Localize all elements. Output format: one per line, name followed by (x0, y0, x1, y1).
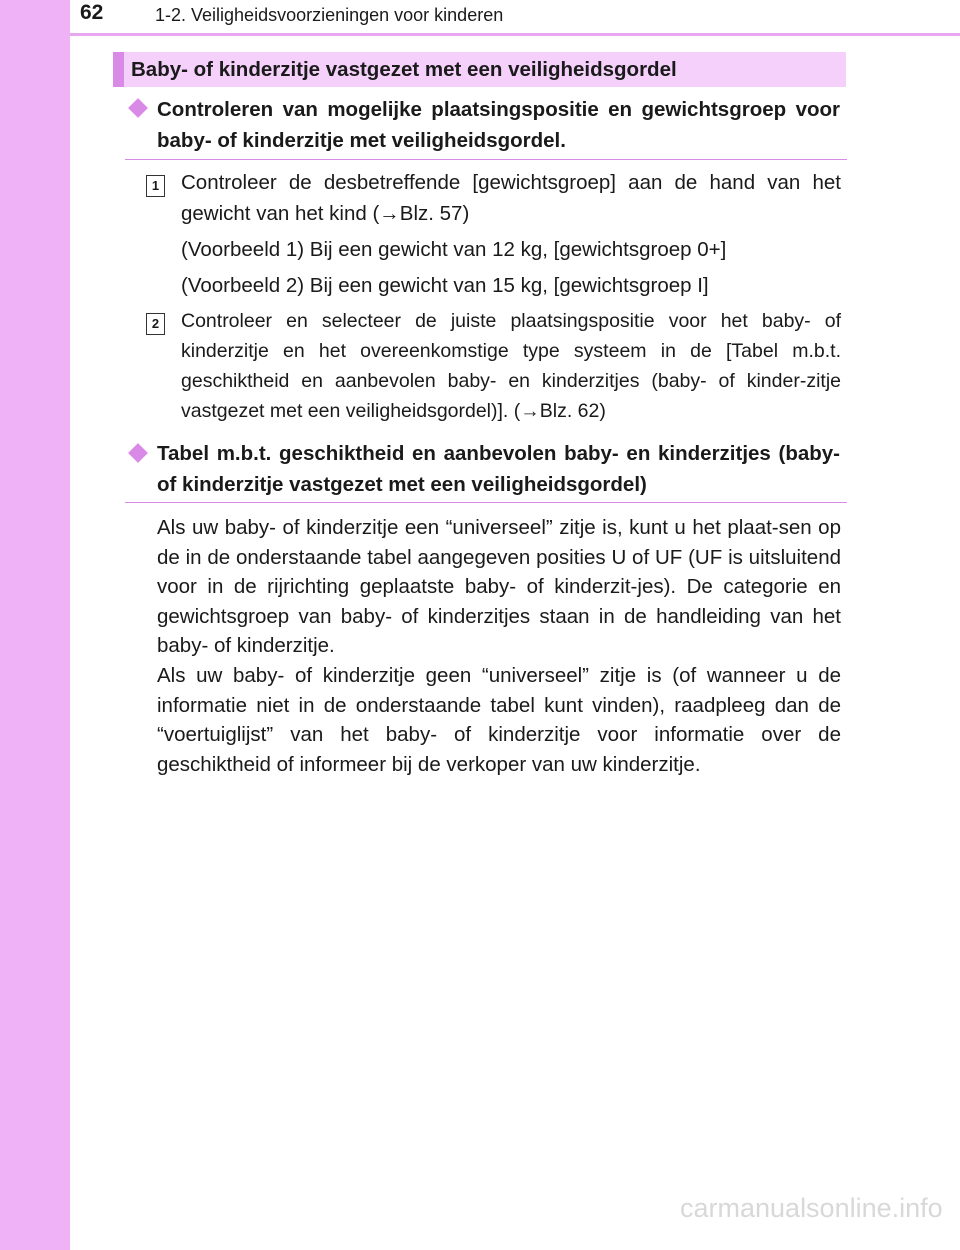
example-line: (Voorbeeld 2) Bij een gewicht van 15 kg, [gewichtsgroep I] (181, 274, 709, 297)
step-text: Controleer en selecteer de juiste plaatsingspositie voor het baby- of kinderzitje en het overeenkomstige type systeem in de [Tabel m.b.t. geschiktheid en aanbevolen baby- en kinderzitjes (baby- of kinder-zitje vastgezet met een veiligheidsgordel)]. (→Blz. 62) (181, 310, 841, 422)
subsection-divider (125, 159, 847, 160)
section-title: Baby- of kinderzitje vastgezet met een veiligheidsgordel (113, 52, 846, 87)
diamond-bullet-icon (128, 443, 148, 463)
paragraph: Als uw baby- of kinderzitje een “universeel” zitje is, kunt u het plaat-sen op de in de onderstaande tabel aangegeven posities U of UF (UF is uitsluitend voor in de rijrichting geplaatste baby- of kinderzit-jes). De categorie en gewichtsgroep van baby- of kinderzitjes staan in de handleiding van het baby- of kinderzitje. (157, 516, 841, 658)
step-text: Controleer de desbetreffende [gewichtsgroep] aan de hand van het gewicht van het kind (→Blz. 57) (181, 171, 841, 225)
header-divider (70, 33, 960, 36)
example-line: (Voorbeeld 1) Bij een gewicht van 12 kg, [gewichtsgroep 0+] (181, 238, 727, 261)
subsection-divider (125, 502, 847, 503)
page-number: 62 (80, 1, 104, 24)
watermark: carmanualsonline.info (680, 1193, 943, 1223)
subsection-heading: Tabel m.b.t. geschiktheid en aanbevolen baby- en kinderzitjes (baby- of kinderzitje vastgezet met een veiligheidsgordel) (157, 442, 840, 496)
subsection-heading: Controleren van mogelijke plaatsingspositie en gewichtsgroep voor baby- of kinderzitje met veiligheidsgordel. (157, 98, 840, 152)
step-number-badge: 1 (146, 175, 165, 197)
body-paragraphs (157, 513, 841, 779)
paragraph: Als uw baby- of kinderzitje geen “universeel” zitje is (of wanneer u de informatie niet in de onderstaande tabel kunt vinden), raadpleeg dan de “voertuiglijst” van het baby- of kinderzitje voor informatie over de geschiktheid of informeer bij de verkoper van uw kinderzitje. (157, 663, 841, 776)
chapter-sidebar (0, 0, 70, 1250)
chapter-title: 1-2. Veiligheidsvoorzieningen voor kinderen (155, 5, 504, 25)
diamond-bullet-icon (128, 98, 148, 118)
step-number-badge: 2 (146, 313, 165, 335)
